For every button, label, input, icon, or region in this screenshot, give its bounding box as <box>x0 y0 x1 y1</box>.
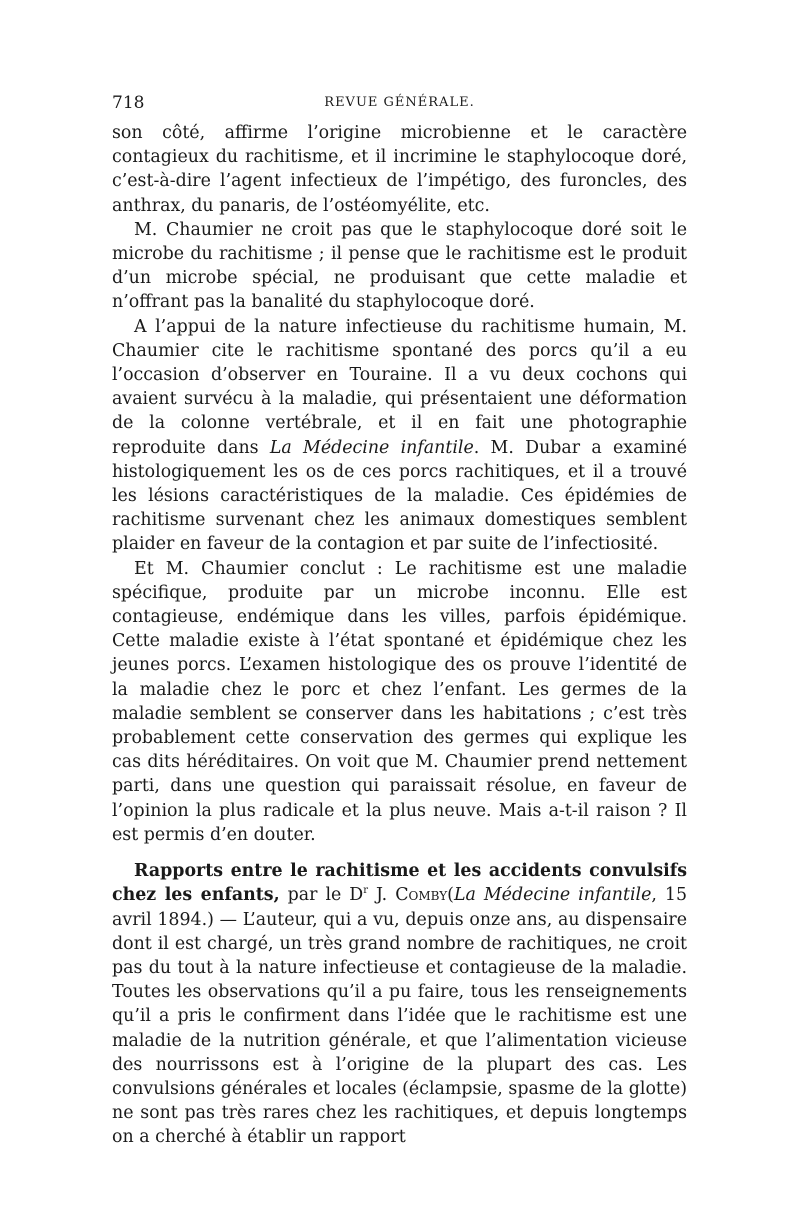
page <box>112 93 687 1150</box>
section-comby <box>112 859 687 1149</box>
article-body <box>112 121 687 1150</box>
paragraph-text: . M. Dubar a examiné histologiquement les os de ces porcs rachitiques, et il a trouvé les lésions caractéristiques de la maladie. Ces épidémies de rachitisme survenant chez les animaux domestiques semblent plaider en faveur de la contagion et par suite de l’infectiosité. <box>112 437 687 555</box>
paragraph-continuation: son côté, affirme l’origine microbienne et le caractère contagieux du rachitisme, et il incrimine le staphylocoque doré, c’est-à-dire l’agent infectieux de l’impétigo, des furoncles, des anthrax, du panaris, de l’ostéomyélite, etc. <box>112 123 687 216</box>
citation-open: ( <box>447 885 454 906</box>
journal-title: La Médecine infantile <box>453 885 652 906</box>
page-number: 718 <box>112 93 145 113</box>
section-byline-sup: r <box>363 885 369 897</box>
running-title: REVUE GÉNÉRALE. <box>324 95 475 110</box>
author-initial: J. <box>376 885 388 906</box>
section-byline: par le D <box>287 885 364 906</box>
author-name: Comby <box>395 885 448 906</box>
journal-title: La Médecine infantile <box>269 437 474 458</box>
citation-date: , 15 avril 1894.) <box>112 885 688 930</box>
paragraph-conclusion: Et M. Chaumier conclut : Le rachitisme est une maladie spécifique, produite par un microbe inconnu. Elle est contagieuse, endémique dans les villes, parfois épidémique. Cette maladie existe à l’état spontané et épidémique chez les jeunes porcs. L’examen histologique des os prouve l’identité de la maladie chez le porc et chez l’enfant. Les germes de la maladie semblent se conserver dans les habitations ; c’est très probablement cette conservation des germes qui explique les cas dits héréditaires. On voit que M. Chaumier prend nettement parti, dans une question qui paraissait résolue, en faveur de l’opinion la plus radicale et la plus neuve. Mais a-t-il raison ? Il est permis d’en douter. <box>112 558 687 845</box>
paragraph-text: A l’appui de la nature infectieuse du rachitisme humain, M. Chaumier cite le rachitisme spontané des porcs qu’il a eu l’occasion d’observer en Touraine. Il a vu deux cochons qui avaient survécu à la maladie, qui présentaient une déformation de la colonne vertébrale, et il en fait une photographie reproduite dans <box>112 316 687 458</box>
paragraph-chaumier-opinion: M. Chaumier ne croit pas que le staphylocoque doré soit le microbe du rachitisme ; il pense que le rachitisme est le produit d’un microbe spécial, ne produisant que cette maladie et n’offrant pas la banalité du staphylocoque doré. <box>112 219 687 313</box>
section-body: — L’auteur, qui a vu, depuis onze ans, au dispensaire dont il est chargé, un très grand nombre de rachitiques, ne croit pas du tout à la nature infectieuse et contagieuse de la maladie. Toutes les observations qu’il a pu faire, tous les renseignements qu’il a pris le confirment dans l’idée que le rachitisme est une maladie de la nutrition générale, et que l’alimentation vicieuse des nourrissons est à l’origine de la plupart des cas. Les convulsions générales et locales (éclampsie, spasme de la glotte) ne sont pas très rares chez les rachitiques, et depuis longtemps on a cherché à établir un rapport <box>112 909 687 1148</box>
page-header <box>112 93 687 121</box>
section-title: Rapports entre le rachitisme et les accidents convulsifs chez les enfants, <box>112 861 687 906</box>
paragraph-porcs <box>112 315 687 557</box>
